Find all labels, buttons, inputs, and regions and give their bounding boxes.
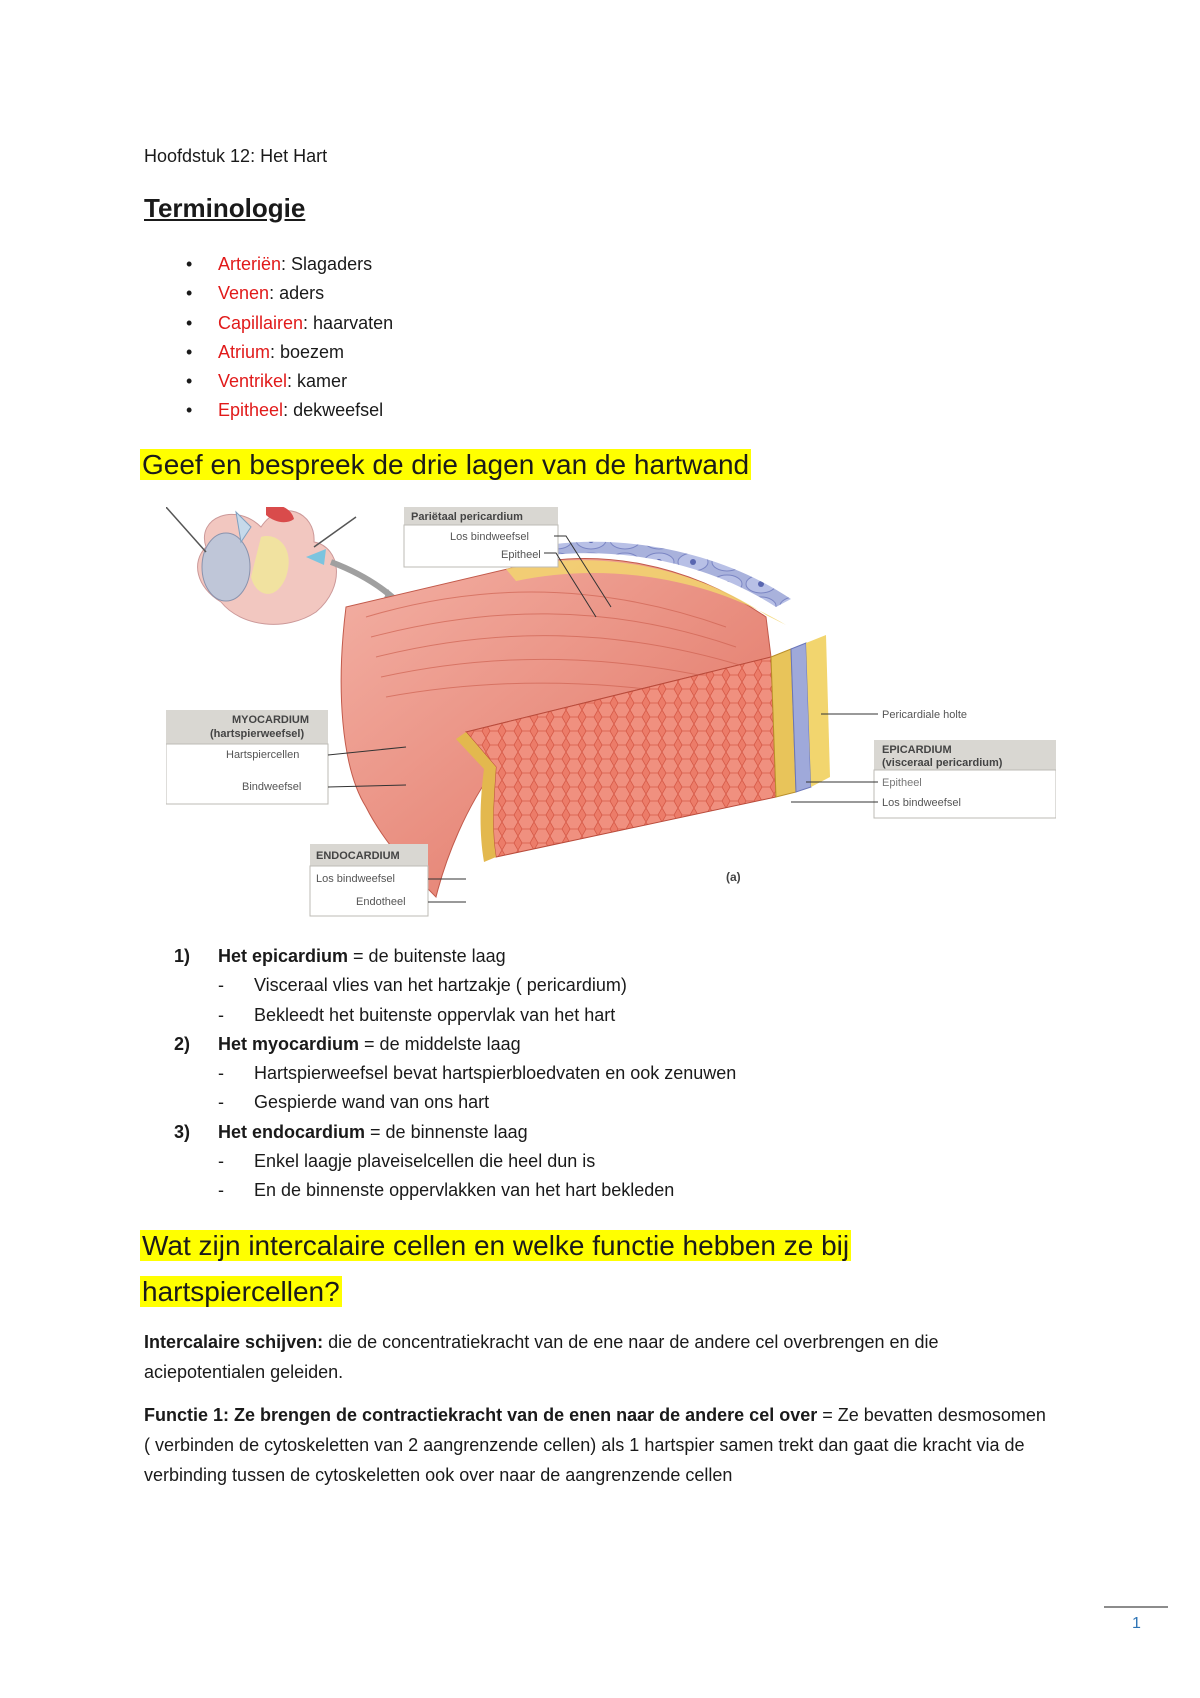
list-item [144,309,393,338]
sub-point: Visceraal vlies van het hartzakje ( pericardium) [254,975,627,996]
terminology-heading: Terminologie [144,193,306,223]
page-number: 1 [1132,1615,1141,1632]
paragraph-text: die de concentratiekracht van de ene naar de andere cel overbrengen en die aciepotentialen geleiden. [144,1332,939,1382]
label-los-bindweefsel-endo: Los bindweefsel [316,873,395,885]
sub-point: Bekleedt het buitenste oppervlak van het hart [254,1004,616,1025]
paragraph-intercalaire [144,1327,1049,1387]
highlighted-heading-text: hartspiercellen? [142,1276,340,1307]
terminology-list [144,250,393,426]
bullet-icon: • [186,283,193,304]
heart-inset [166,507,356,624]
term: Ventrikel [218,371,288,392]
item-number: 3) [174,1121,191,1142]
highlighted-heading-text: Wat zijn intercalaire cellen en welke functie hebben ze bij [142,1230,850,1261]
list-item [144,279,393,308]
list-item [144,396,393,425]
bullet-icon: • [186,254,193,274]
section-heading-intercalaire [140,1223,960,1315]
paragraph-text: = Ze bevatten desmosomen ( verbinden de cytoskeletten van 2 aangrenzende cellen) als 1 hartspier samen trekt dan gaat die kracht via de verbinding tussen de cytoskeletten ook over naar de aangrenzende cellen [144,1405,1046,1485]
term-definition: : Slagaders [281,254,373,274]
chapter-title: Hoofdstuk 12: Het Hart [144,146,328,166]
item-number: 1) [174,946,191,966]
list-item [144,367,393,396]
bullet-icon: • [186,400,193,421]
label-los-bindweefsel-epi: Los bindweefsel [882,797,961,809]
sub-point: Gespierde wand van ons hart [254,1092,490,1113]
paragraph-lead: Functie 1: Ze brengen de contractiekracht van de enen naar de andere cel over [144,1405,818,1425]
term-definition: : aders [269,283,325,304]
bullet-icon: • [186,312,193,333]
section-heading-layers [140,442,751,488]
highlighted-heading-text: Geef en bespreek de drie lagen van de hartwand [142,449,750,480]
label-hartspiercellen: Hartspiercellen [226,749,300,761]
label-pericardiale-holte: Pericardiale holte [882,709,967,721]
paragraph-functie-1 [144,1400,1049,1490]
item-title: Het endocardium [218,1121,366,1142]
dash-icon: - [218,1180,224,1201]
sub-point: Enkel laagje plaveiselcellen die heel dun is [254,1151,596,1172]
figure-panel-label: (a) [726,870,741,884]
item-text: = de middelste laag [359,1033,521,1054]
dash-icon: - [218,1092,224,1113]
list-item [144,338,393,367]
label-bindweefsel: Bindweefsel [242,781,302,793]
term: Epitheel [218,400,284,421]
bullet-icon: • [186,371,193,392]
item-title: Het epicardium [218,946,349,966]
label-epicardium-title: EPICARDIUM [882,744,952,756]
term-definition: : boezem [270,341,345,362]
label-myocardium-title: MYOCARDIUM [232,714,309,726]
label-epicardium-sub: (visceraal pericardium) [882,757,1003,769]
sub-point: En de binnenste oppervlakken van het hart bekleden [254,1180,675,1201]
item-number: 2) [174,1033,191,1054]
term: Arteriën [218,254,282,274]
label-los-bindweefsel-top: Los bindweefsel [450,531,529,543]
term: Venen [218,283,270,304]
term-definition: : dekweefsel [283,400,384,421]
term: Capillairen [218,312,304,333]
heart-wall-figure [166,507,1056,919]
paragraph-lead: Intercalaire schijven: [144,1332,324,1352]
label-myocardium-sub: (hartspierweefsel) [210,728,305,740]
term-definition: : kamer [287,371,348,392]
list-item [144,250,393,279]
label-endotheel: Endotheel [356,896,406,908]
label-epitheel-top: Epitheel [501,549,541,561]
dash-icon: - [218,1004,224,1025]
item-text: = de buitenste laag [348,946,506,966]
label-epicardium [791,740,1056,818]
sub-point: Hartspierweefsel bevat hartspierbloedvaten en ook zenuwen [254,1063,737,1084]
label-parietaal-title: Pariëtaal pericardium [411,511,523,523]
term-definition: : haarvaten [303,312,394,333]
item-title: Het myocardium [218,1033,360,1054]
dash-icon: - [218,1151,224,1172]
dash-icon: - [218,975,224,996]
label-epitheel-epi: Epitheel [882,777,922,789]
bullet-icon: • [186,341,193,362]
footer-divider [1104,1606,1168,1608]
term: Atrium [218,341,271,362]
dash-icon: - [218,1063,224,1084]
item-text: = de binnenste laag [365,1121,528,1142]
label-endocardium-title: ENDOCARDIUM [316,850,400,862]
